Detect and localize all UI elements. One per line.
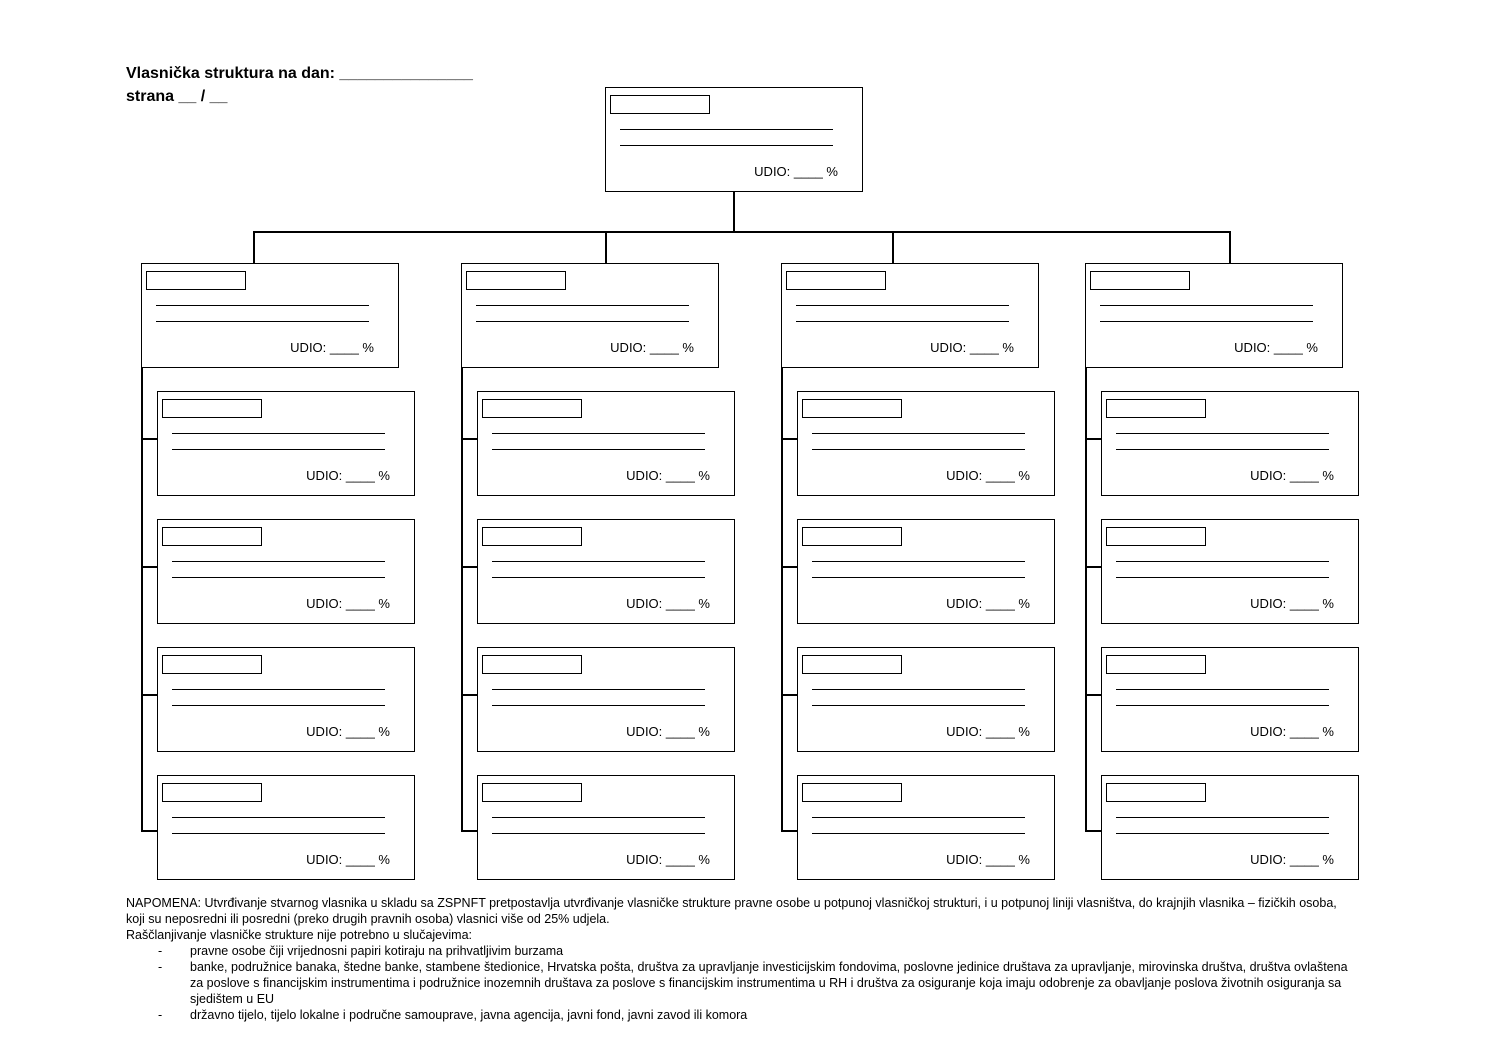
owner-name-field[interactable]	[482, 655, 582, 674]
owner-box-level2	[157, 519, 415, 624]
owner-box-level2	[157, 775, 415, 880]
level1-connector-drop-4	[1229, 231, 1231, 264]
owner-name-field[interactable]	[466, 271, 566, 290]
owner-detail-line[interactable]	[812, 689, 1025, 690]
share-percentage: UDIO: ____ %	[290, 340, 374, 355]
owner-name-field[interactable]	[802, 783, 902, 802]
owner-detail-line[interactable]	[172, 561, 385, 562]
owner-detail-line[interactable]	[1116, 689, 1329, 690]
list-item	[126, 959, 1356, 1007]
owner-name-field[interactable]	[162, 783, 262, 802]
level1-connector-drop-3	[892, 231, 894, 264]
level1-connector-drop-2	[605, 231, 607, 264]
owner-detail-line[interactable]	[492, 833, 705, 834]
owner-detail-line[interactable]	[172, 433, 385, 434]
list-item	[126, 943, 1356, 959]
owner-name-field[interactable]	[1106, 655, 1206, 674]
owner-box-level1	[141, 263, 399, 368]
share-percentage: UDIO: ____ %	[946, 468, 1030, 483]
note-paragraph: NAPOMENA: Utvrđivanje stvarnog vlasnika u skladu sa ZSPNFT pretpostavlja utvrđivanje vlasničke strukture pravne osobe u potpunoj vlasničkoj strukturi, i u potpunoj liniji vlasništva, do krajnjih vlasnika – fizičkih osoba, koji su neposredni ili posredni (preko drugih pravnih osoba) vlasnici više od 25% udjela.	[126, 896, 1337, 926]
share-percentage: UDIO: ____ %	[946, 852, 1030, 867]
owner-name-field[interactable]	[162, 527, 262, 546]
owner-name-field[interactable]	[482, 399, 582, 418]
owner-box-level2	[797, 647, 1055, 752]
owner-name-field[interactable]	[1106, 399, 1206, 418]
owner-detail-line[interactable]	[620, 129, 833, 130]
list-item-text: banke, podružnice banaka, štedne banke, stambene štedionice, Hrvatska pošta, društva za upravljanje investicijskim fondovima, poslovne jedinice društava za upravljanje, mirovinska društva, društva ovlaštena za poslove s financijskim instrumentima i podružnice inozemnih društava za poslove s financijskim instrumentima u RH i društva za osiguranje koja imaju odobrenje za obavljanje poslova životnih osiguranja sa sjedištem u EU	[190, 960, 1348, 1006]
owner-box-level2	[797, 391, 1055, 496]
owner-box-level2	[1101, 519, 1359, 624]
owner-box-level1	[781, 263, 1039, 368]
owner-name-field[interactable]	[162, 399, 262, 418]
owner-name-field[interactable]	[1106, 783, 1206, 802]
owner-detail-line[interactable]	[1100, 321, 1313, 322]
share-percentage: UDIO: ____ %	[306, 468, 390, 483]
share-percentage: UDIO: ____ %	[930, 340, 1014, 355]
owner-box-level2	[477, 647, 735, 752]
owner-box-level1	[461, 263, 719, 368]
share-percentage: UDIO: ____ %	[626, 852, 710, 867]
owner-detail-line[interactable]	[492, 561, 705, 562]
list-item	[126, 1007, 1356, 1023]
owner-name-field[interactable]	[610, 95, 710, 114]
owner-detail-line[interactable]	[796, 321, 1009, 322]
owner-detail-line[interactable]	[172, 705, 385, 706]
note-section	[126, 895, 1356, 1023]
exceptions-list	[126, 943, 1356, 1023]
bullet-dash: -	[158, 960, 163, 974]
share-percentage: UDIO: ____ %	[610, 340, 694, 355]
share-percentage: UDIO: ____ %	[1250, 468, 1334, 483]
owner-name-field[interactable]	[482, 527, 582, 546]
bullet-dash: -	[158, 1008, 163, 1022]
owner-detail-line[interactable]	[796, 305, 1009, 306]
owner-detail-line[interactable]	[156, 305, 369, 306]
column-1-spine	[141, 367, 143, 832]
share-percentage: UDIO: ____ %	[306, 596, 390, 611]
share-percentage: UDIO: ____ %	[946, 724, 1030, 739]
owner-detail-line[interactable]	[620, 145, 833, 146]
owner-detail-line[interactable]	[1116, 561, 1329, 562]
owner-detail-line[interactable]	[1100, 305, 1313, 306]
owner-name-field[interactable]	[802, 399, 902, 418]
owner-name-field[interactable]	[802, 655, 902, 674]
share-percentage: UDIO: ____ %	[626, 468, 710, 483]
column-2-spine	[461, 367, 463, 832]
owner-detail-line[interactable]	[172, 689, 385, 690]
owner-detail-line[interactable]	[1116, 833, 1329, 834]
list-item-text: državno tijelo, tijelo lokalne i područne samouprave, javna agencija, javni fond, javni zavod ili komora	[190, 1008, 748, 1022]
owner-box-level2	[1101, 775, 1359, 880]
owner-detail-line[interactable]	[172, 449, 385, 450]
owner-detail-line[interactable]	[1116, 433, 1329, 434]
share-percentage: UDIO: ____ %	[754, 164, 838, 179]
owner-name-field[interactable]	[786, 271, 886, 290]
owner-detail-line[interactable]	[476, 305, 689, 306]
owner-name-field[interactable]	[146, 271, 246, 290]
owner-detail-line[interactable]	[172, 817, 385, 818]
owner-box-level1	[1085, 263, 1343, 368]
owner-detail-line[interactable]	[812, 433, 1025, 434]
owner-box-level2	[157, 391, 415, 496]
owner-detail-line[interactable]	[1116, 705, 1329, 706]
owner-box-level2	[797, 519, 1055, 624]
owner-box-level2	[1101, 391, 1359, 496]
share-percentage: UDIO: ____ %	[626, 596, 710, 611]
owner-detail-line[interactable]	[172, 577, 385, 578]
owner-name-field[interactable]	[1106, 527, 1206, 546]
owner-detail-line[interactable]	[492, 433, 705, 434]
owner-detail-line[interactable]	[492, 689, 705, 690]
owner-detail-line[interactable]	[492, 449, 705, 450]
owner-name-field[interactable]	[482, 783, 582, 802]
level1-connector-horizontal	[253, 231, 1231, 233]
owner-detail-line[interactable]	[492, 577, 705, 578]
owner-detail-line[interactable]	[1116, 817, 1329, 818]
level1-connector-drop-1	[253, 231, 255, 264]
owner-detail-line[interactable]	[812, 449, 1025, 450]
list-item-text: pravne osobe čiji vrijednosni papiri kotiraju na prihvatljivim burzama	[190, 944, 564, 958]
owner-detail-line[interactable]	[812, 577, 1025, 578]
owner-name-field[interactable]	[1090, 271, 1190, 290]
owner-detail-line[interactable]	[812, 833, 1025, 834]
page-number: strana __ / __	[126, 88, 228, 105]
root-connector-vertical	[733, 191, 735, 232]
bullet-dash: -	[158, 944, 163, 958]
owner-detail-line[interactable]	[812, 817, 1025, 818]
owner-box-level2	[1101, 647, 1359, 752]
owner-detail-line[interactable]	[492, 817, 705, 818]
page-title: Vlasnička struktura na dan: _______________	[126, 65, 473, 82]
column-4-spine	[1085, 367, 1087, 832]
owner-box-level2	[477, 519, 735, 624]
owner-box-level2	[797, 775, 1055, 880]
share-percentage: UDIO: ____ %	[306, 724, 390, 739]
share-percentage: UDIO: ____ %	[1250, 596, 1334, 611]
owner-box-level2	[477, 775, 735, 880]
owner-name-field[interactable]	[802, 527, 902, 546]
share-percentage: UDIO: ____ %	[626, 724, 710, 739]
column-3-spine	[781, 367, 783, 832]
owner-box-level2	[157, 647, 415, 752]
owner-detail-line[interactable]	[156, 321, 369, 322]
owner-detail-line[interactable]	[812, 561, 1025, 562]
share-percentage: UDIO: ____ %	[1234, 340, 1318, 355]
note-exceptions-intro: Raščlanjivanje vlasničke strukture nije potrebno u slučajevima:	[126, 928, 473, 942]
owner-box-root	[605, 87, 863, 192]
owner-detail-line[interactable]	[172, 833, 385, 834]
share-percentage: UDIO: ____ %	[306, 852, 390, 867]
share-percentage: UDIO: ____ %	[1250, 724, 1334, 739]
share-percentage: UDIO: ____ %	[1250, 852, 1334, 867]
owner-detail-line[interactable]	[1116, 577, 1329, 578]
share-percentage: UDIO: ____ %	[946, 596, 1030, 611]
owner-box-level2	[477, 391, 735, 496]
owner-detail-line[interactable]	[476, 321, 689, 322]
owner-detail-line[interactable]	[812, 705, 1025, 706]
owner-name-field[interactable]	[162, 655, 262, 674]
owner-detail-line[interactable]	[1116, 449, 1329, 450]
owner-detail-line[interactable]	[492, 705, 705, 706]
